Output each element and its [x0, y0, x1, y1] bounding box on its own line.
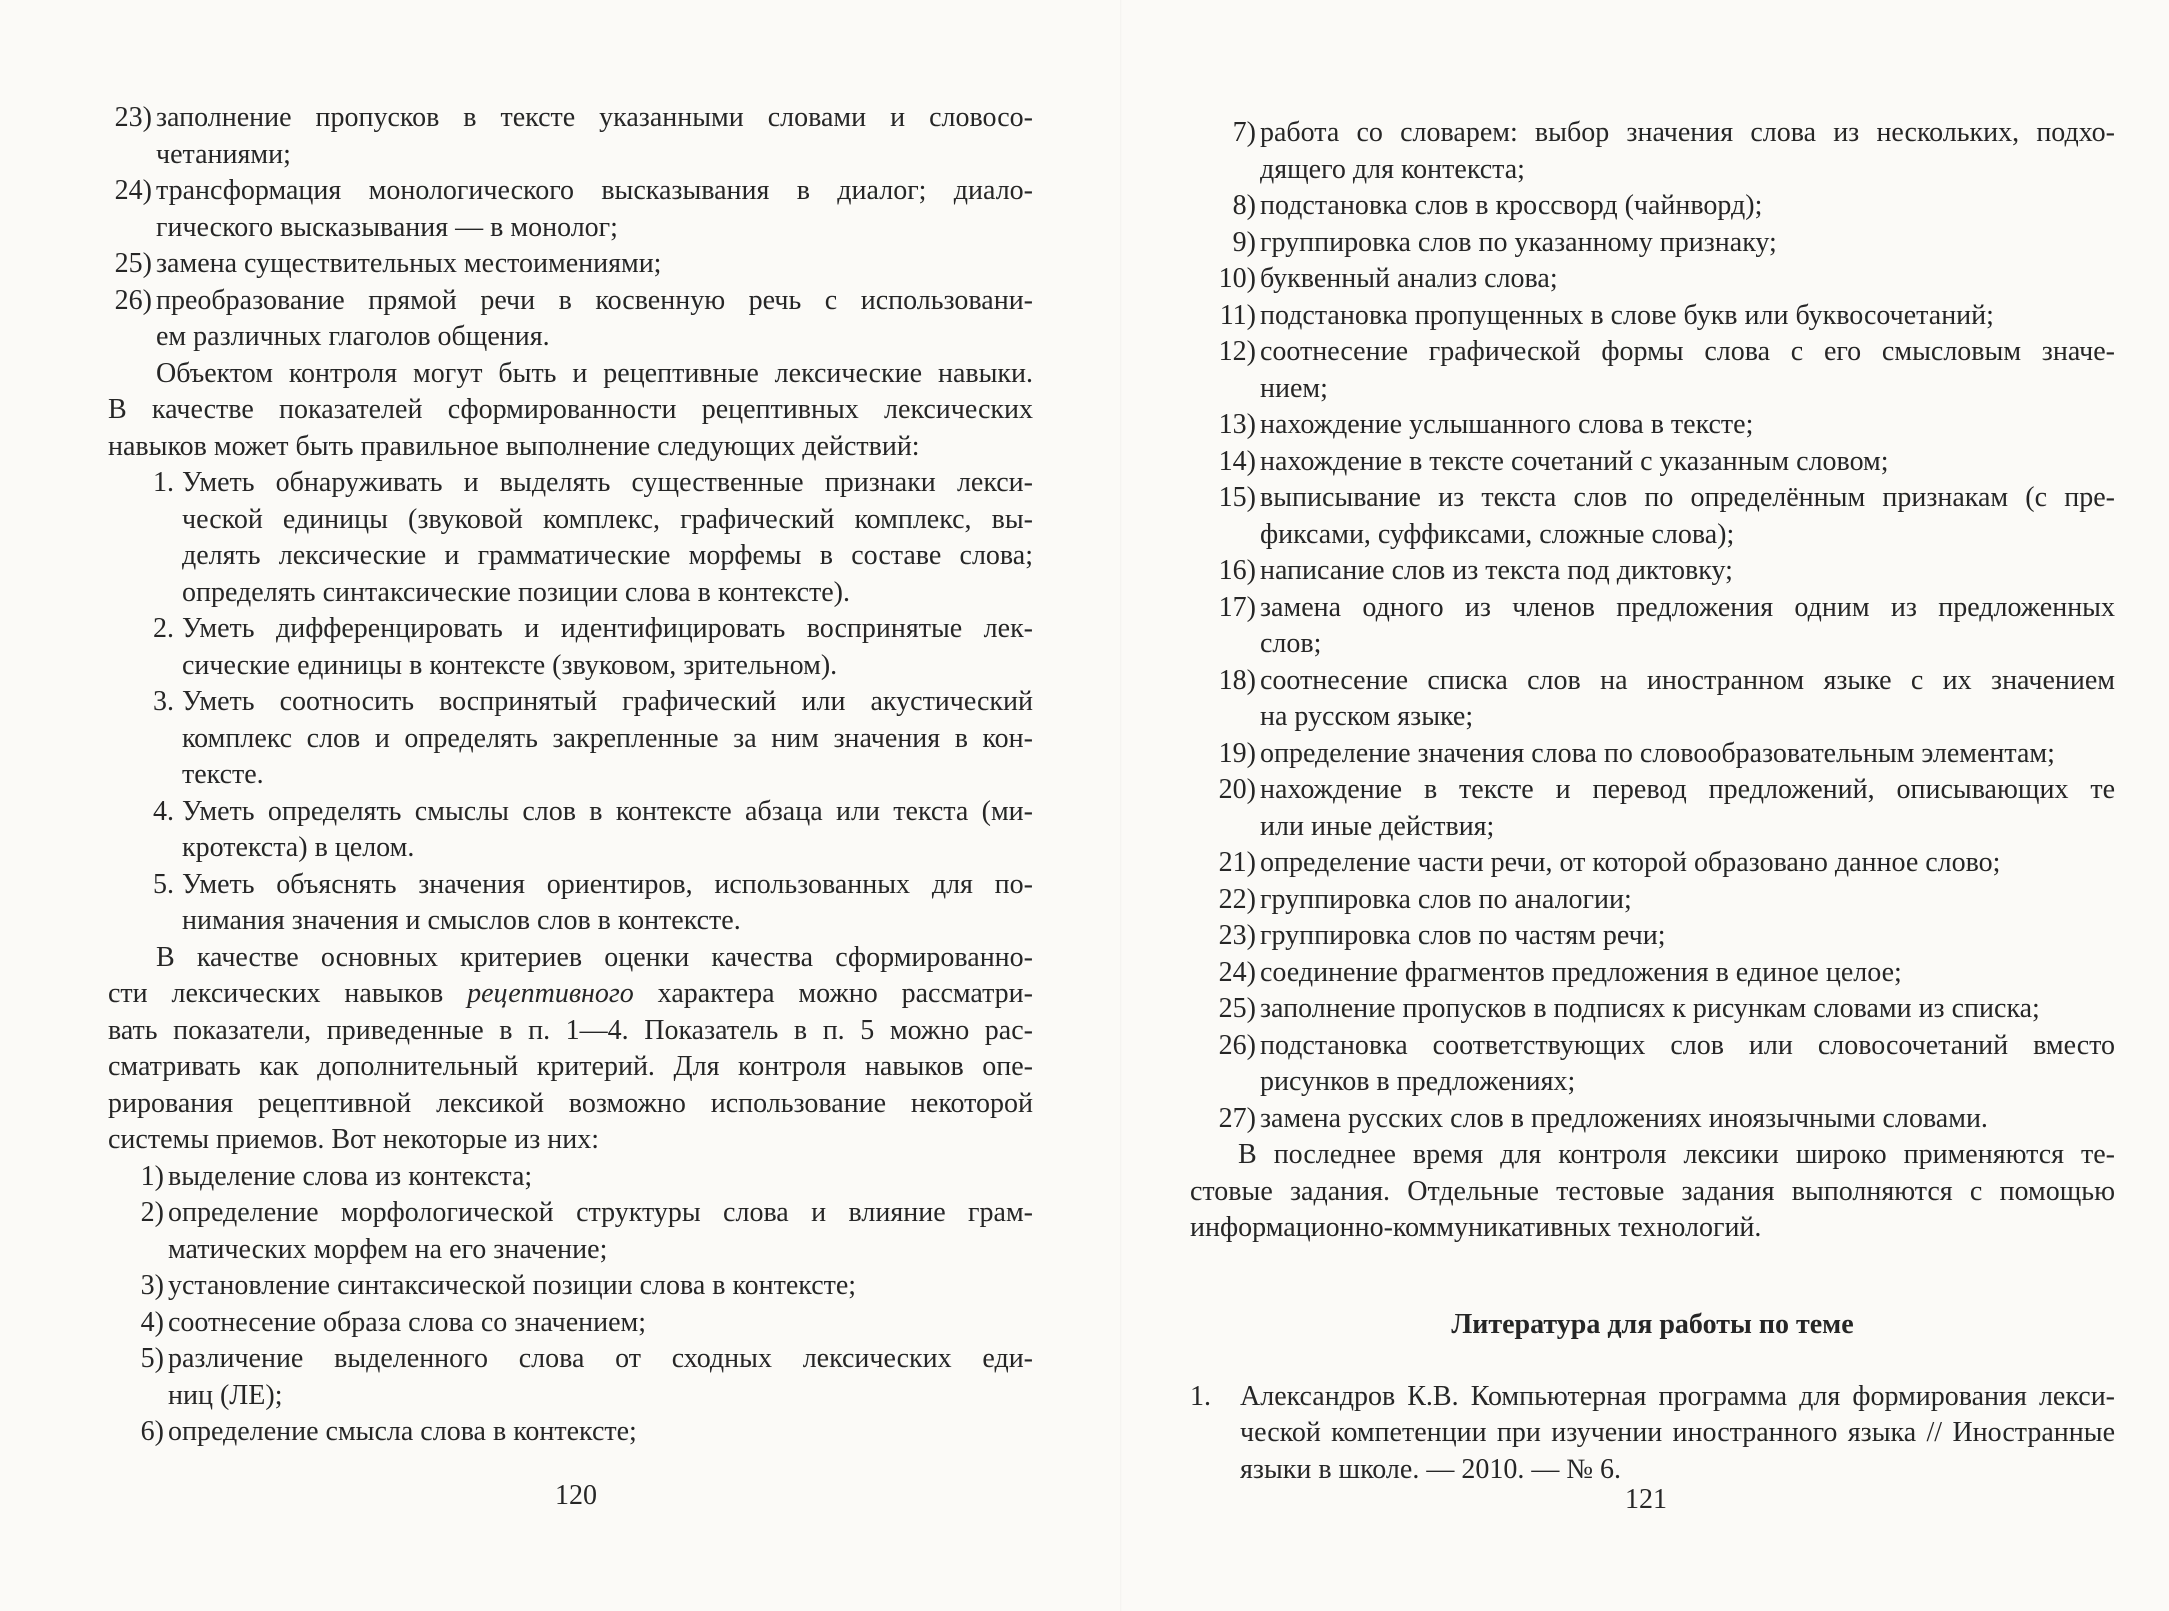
- exercise-list-continued: [108, 100, 1033, 356]
- paragraph-line: [108, 976, 1033, 1013]
- item-line: замена одного из членов предложения одним из предложенных: [1260, 591, 2115, 623]
- list-item: [148, 611, 1033, 684]
- item-number: 25): [114, 248, 152, 279]
- list-item: [1190, 955, 2115, 992]
- list-item: [134, 1268, 1033, 1305]
- item-number: 5): [140, 1343, 164, 1374]
- italic-term: рецептивного: [467, 978, 634, 1009]
- list-item: [148, 867, 1033, 940]
- page-number-left: 120: [555, 1480, 597, 1511]
- item-line: трансформация монологического высказывания в диалог; диало-: [156, 175, 1033, 206]
- item-number: 17): [1218, 591, 1256, 623]
- item-line: Уметь дифференцировать и идентифицировать воспринятые лек-: [182, 613, 1033, 644]
- list-item: [1190, 444, 2115, 481]
- item-number: 26): [114, 284, 152, 316]
- item-line: преобразование прямой речи в косвенную речь с использовани-: [156, 284, 1033, 316]
- list-item: [1190, 991, 2115, 1028]
- list-item: [134, 1305, 1033, 1342]
- item-number: 24): [114, 175, 152, 206]
- list-item: [1190, 115, 2115, 188]
- item-line: Уметь объяснять значения ориентиров, использованных для по-: [182, 868, 1033, 900]
- paragraph-line: В качестве показателей сформированности рецептивных лексических: [108, 394, 1033, 425]
- paragraph-line: Объектом контроля могут быть и рецептивные лексические навыки.: [156, 357, 1033, 389]
- item-number: 11): [1219, 299, 1256, 331]
- list-item: [1190, 188, 2115, 225]
- list-item: [1190, 663, 2115, 736]
- item-number: 12): [1218, 336, 1256, 367]
- item-line: Уметь обнаруживать и выделять существенные признаки лекси-: [182, 467, 1033, 498]
- item-line: Уметь определять смыслы слов в контексте абзаца или текста (ми-: [182, 795, 1033, 827]
- item-number: 1): [140, 1160, 164, 1192]
- list-item: [1190, 918, 2115, 955]
- list-item: [1190, 590, 2115, 663]
- section-heading: Литература для работы по теме: [1451, 1308, 1854, 1340]
- item-number: 10): [1218, 263, 1256, 294]
- item-number: 14): [1218, 445, 1256, 477]
- list-item: [108, 100, 1033, 173]
- item-number: 5.: [153, 868, 174, 900]
- item-number: 2): [140, 1197, 164, 1228]
- item-number: 20): [1218, 774, 1256, 805]
- item-line: Уметь соотносить воспринятый графический или акустический: [182, 686, 1033, 717]
- item-number: 1.: [153, 467, 174, 498]
- item-number: 9): [1232, 226, 1256, 258]
- reference-line: Александров К.В. Компьютерная программа для формирования лекси-: [1240, 1380, 2115, 1412]
- item-number: 6): [140, 1416, 164, 1447]
- text-span: сти лексических навыков: [108, 978, 468, 1009]
- list-item: [1190, 772, 2115, 845]
- item-line: работа со словарем: выбор значения слова из нескольких, подхо-: [1260, 117, 2115, 148]
- list-item: [1190, 1101, 2115, 1138]
- item-number: 2.: [153, 613, 174, 644]
- item-line: нахождение услышанного слова в тексте;: [1260, 409, 1754, 440]
- item-number: 26): [1218, 1029, 1256, 1061]
- item-number: 13): [1218, 409, 1256, 440]
- page-gutter: [1120, 0, 1122, 1611]
- list-item: [1190, 553, 2115, 590]
- item-number: 4): [140, 1306, 164, 1338]
- item-number: 18): [1218, 664, 1256, 696]
- item-number: 22): [1218, 883, 1256, 915]
- item-line: группировка слов по частям речи;: [1260, 920, 1666, 951]
- item-line: различение выделенного слова от сходных лексических еди-: [168, 1343, 1033, 1374]
- item-line: ем различных глаголов общения.: [156, 321, 550, 352]
- paragraph: [108, 940, 1033, 1159]
- item-line: на русском языке;: [1260, 701, 1474, 732]
- item-line: определение морфологической структуры слова и влияние грам-: [168, 1197, 1033, 1228]
- list-item: [1190, 298, 2115, 335]
- item-line: нахождение в тексте сочетаний с указанным словом;: [1260, 445, 1889, 477]
- paragraph-line: информационно-коммуникативных технологий.: [1190, 1212, 1762, 1243]
- item-number: 25): [1218, 993, 1256, 1024]
- reference-line: языки в школе. — 2010. — № 6.: [1240, 1453, 1622, 1485]
- item-line: определять синтаксические позиции слова в контексте).: [182, 576, 850, 608]
- item-line: выделение слова из контекста;: [168, 1160, 533, 1192]
- item-number: 24): [1218, 956, 1256, 988]
- item-line: определение смысла слова в контексте;: [168, 1416, 637, 1447]
- item-line: группировка слов по аналогии;: [1260, 883, 1632, 915]
- item-line: соотнесение образа слова со значением;: [168, 1306, 647, 1338]
- item-number: 3): [140, 1270, 164, 1301]
- list-item: [148, 684, 1033, 794]
- list-item: [134, 1341, 1033, 1414]
- list-item: [1190, 334, 2115, 407]
- item-line: нахождение в тексте и перевод предложений, описывающих те: [1260, 774, 2115, 805]
- paragraph-line: вать показатели, приведенные в п. 1—4. Показатель в п. 5 можно рас-: [108, 1014, 1033, 1046]
- paragraph-line: рирования рецептивной лексикой возможно использование некоторой: [108, 1087, 1033, 1119]
- list-item: [108, 283, 1033, 356]
- item-line: ниц (ЛЕ);: [168, 1379, 283, 1411]
- list-item: [134, 1414, 1033, 1451]
- item-number: 3.: [153, 686, 174, 717]
- item-line: замена существительных местоимениями;: [156, 248, 662, 279]
- right-page: [1190, 115, 2115, 1488]
- skills-list: [108, 465, 1033, 940]
- item-line: замена русских слов в предложениях иноязычными словами.: [1260, 1102, 1988, 1134]
- text-span: характера можно рассматри-: [633, 978, 1033, 1009]
- item-line: нием;: [1260, 372, 1328, 404]
- list-item: [1190, 261, 2115, 298]
- reference-line: ческой компетенции при изучении иностранного языка // Иностранные: [1240, 1417, 2115, 1448]
- item-number: 4.: [153, 795, 174, 827]
- list-item: [1190, 736, 2115, 773]
- item-line: заполнение пропусков в подписях к рисункам словами из списка;: [1260, 993, 2040, 1024]
- item-line: заполнение пропусков в тексте указанными словами и словосо-: [156, 102, 1033, 133]
- item-line: рисунков в предложениях;: [1260, 1066, 1576, 1097]
- item-number: 16): [1218, 555, 1256, 586]
- list-item: [134, 1159, 1033, 1196]
- item-line: матических морфем на его значение;: [168, 1233, 608, 1265]
- reference-number: 1.: [1190, 1380, 1211, 1412]
- item-line: тексте.: [182, 759, 264, 790]
- item-line: гического высказывания — в монолог;: [156, 211, 618, 243]
- item-line: фиксами, суффиксами, сложные слова);: [1260, 518, 1735, 550]
- item-line: подстановка соответствующих слов или словосочетаний вместо: [1260, 1029, 2115, 1061]
- item-number: 19): [1218, 737, 1256, 769]
- list-item: [148, 465, 1033, 611]
- item-line: кротекста) в целом.: [182, 832, 415, 863]
- item-number: 15): [1218, 482, 1256, 513]
- list-item: [1190, 1028, 2115, 1101]
- item-line: соединение фрагментов предложения в единое целое;: [1260, 956, 1902, 988]
- item-line: буквенный анализ слова;: [1260, 263, 1558, 294]
- item-number: 23): [114, 102, 152, 133]
- paragraph-line: стовые задания. Отдельные тестовые задания выполняются с помощью: [1190, 1175, 2115, 1207]
- item-line: ческой единицы (звуковой комплекс, графический комплекс, вы-: [182, 503, 1033, 535]
- list-item: [148, 794, 1033, 867]
- item-line: комплекс слов и определять закрепленные за ним значения в кон-: [182, 722, 1033, 754]
- item-line: группировка слов по указанному признаку;: [1260, 226, 1777, 258]
- techniques-list: [108, 1159, 1033, 1451]
- list-item: [108, 173, 1033, 246]
- paragraph: [1190, 1137, 2115, 1247]
- item-number: 21): [1218, 847, 1256, 878]
- item-number: 23): [1218, 920, 1256, 951]
- exercise-list-continued: [1190, 115, 2115, 1137]
- item-line: соотнесение списка слов на иностранном языке с их значением: [1260, 664, 2115, 696]
- list-item: [1190, 845, 2115, 882]
- item-line: соотнесение графической формы слова с его смысловым значе-: [1260, 336, 2115, 367]
- item-number: 8): [1232, 190, 1256, 221]
- paragraph-line: В последнее время для контроля лексики широко применяются те-: [1238, 1139, 2115, 1170]
- paragraph-line: В качестве основных критериев оценки качества сформированно-: [156, 941, 1033, 973]
- paragraph-line: системы приемов. Вот некоторые из них:: [108, 1124, 600, 1155]
- item-number: 7): [1232, 117, 1256, 148]
- page-number-right: 121: [1625, 1484, 1667, 1515]
- list-item: [108, 246, 1033, 283]
- paragraph-line: навыков может быть правильное выполнение следующих действий:: [108, 430, 920, 462]
- reference-item: [1190, 1379, 2115, 1489]
- item-line: сические единицы в контексте (звуковом, зрительном).: [182, 649, 838, 681]
- list-item: [1190, 480, 2115, 553]
- list-item: [1190, 882, 2115, 919]
- item-line: делять лексические и грамматические морфемы в составе слова;: [182, 540, 1033, 571]
- item-line: установление синтаксической позиции слова в контексте;: [168, 1270, 857, 1301]
- item-line: написание слов из текста под диктовку;: [1260, 555, 1733, 586]
- list-item: [134, 1195, 1033, 1268]
- item-line: нимания значения и смыслов слов в контексте.: [182, 905, 741, 936]
- paragraph: [108, 356, 1033, 466]
- item-number: 27): [1218, 1102, 1256, 1134]
- list-item: [1190, 407, 2115, 444]
- item-line: четаниями;: [156, 138, 291, 170]
- item-line: выписывание из текста слов по определённым признакам (с пре-: [1260, 482, 2115, 513]
- item-line: подстановка пропущенных в слове букв или буквосочетаний;: [1260, 299, 1994, 331]
- item-line: подстановка слов в кроссворд (чайнворд);: [1260, 190, 1763, 221]
- references-list: [1190, 1379, 2115, 1489]
- left-page: [108, 100, 1033, 1451]
- item-line: дящего для контекста;: [1260, 153, 1525, 185]
- list-item: [1190, 225, 2115, 262]
- item-line: определение значения слова по словообразовательным элементам;: [1260, 737, 2055, 769]
- item-line: определение части речи, от которой образовано данное слово;: [1260, 847, 2001, 878]
- item-line: или иные действия;: [1260, 810, 1495, 842]
- paragraph-line: сматривать как дополнительный критерий. Для контроля навыков опе-: [108, 1051, 1033, 1082]
- item-line: слов;: [1260, 628, 1322, 659]
